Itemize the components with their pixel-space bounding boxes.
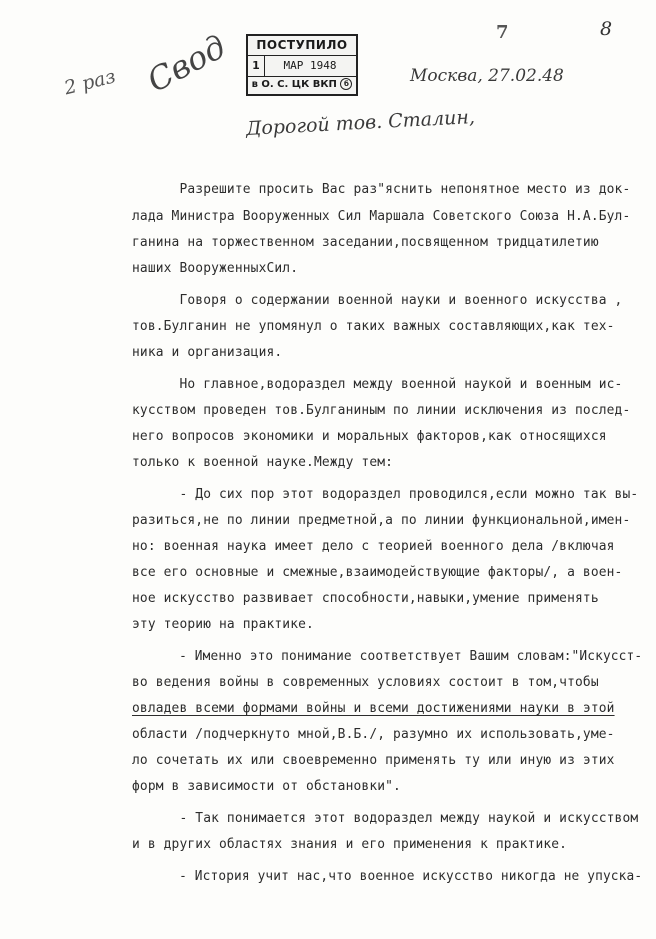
body-line: - Так понимается этот водораздел между наукой и искусством: [132, 811, 639, 826]
body-line: наших ВооруженныхСил.: [132, 261, 299, 276]
stamp-title: ПОСТУПИЛО: [248, 36, 356, 56]
page-number: 8: [600, 18, 613, 40]
margin-note-1: 2 раз: [62, 65, 118, 100]
body-line: и в других областях знания и его применения к практике.: [132, 837, 568, 852]
body-line: эту теорию на практике.: [132, 617, 314, 632]
body-line: ное искусство развивает способности,навыки,умение применять: [132, 591, 599, 606]
body-line: ника и организация.: [132, 345, 283, 360]
margin-note-2: Свод: [141, 27, 232, 100]
stamp-org-text: в О. С. ЦК ВКП: [251, 79, 337, 90]
body-line: во ведения войны в современных условиях состоит в том,чтобы: [132, 675, 599, 690]
body-line: все его основные и смежные,взаимодействующие факторы/, а воен-: [132, 565, 623, 580]
body-line: - Именно это понимание соответствует Вашим словам:"Искусст-: [132, 649, 643, 664]
stamp-day: 1: [248, 56, 265, 77]
body-line: - До сих пор этот водораздел проводился,если можно так вы-: [132, 487, 639, 502]
body-line: ганина на торжественном заседании,посвященном тридцатилетию: [132, 235, 599, 250]
body-line: кусством проведен тов.Булганиным по линии исключения из послед-: [132, 403, 631, 418]
received-stamp: [246, 34, 358, 96]
salutation: Дорогой тов. Сталин,: [245, 106, 476, 140]
body-line: разиться,не по линии предметной,а по линии функциональной,имен-: [132, 513, 631, 528]
place-date: Москва, 27.02.48: [410, 66, 564, 86]
body-line: Разрешите просить Вас раз"яснить непонятное место из док-: [132, 182, 631, 197]
stamp-date: МАР 1948: [283, 59, 337, 72]
stamp-org: [248, 77, 356, 94]
body-line: лада Министра Вооруженных Сил Маршала Советского Союза Н.А.Бул-: [132, 209, 631, 224]
body-line-underlined: овладев всеми формами войны и всеми достижениями науки в этой: [132, 701, 615, 716]
body-line: - История учит нас,что военное искусство никогда не упуска-: [132, 869, 643, 884]
stamp-org-ring: б: [340, 78, 352, 90]
body-line: форм в зависимости от обстановки".: [132, 779, 401, 794]
body-line: но: военная наука имеет дело с теорией военного дела /включая: [132, 539, 615, 554]
body-line: Но главное,водораздел между военной наукой и военным ис-: [132, 377, 623, 392]
stamp-date-row: [248, 56, 356, 77]
body-line: ло сочетать их или своевременно применять ту или иную из этих: [132, 753, 615, 768]
body-line: только к военной науке.Между тем:: [132, 455, 394, 470]
body-line: тов.Булганин не упомянул о таких важных составляющих,как тех-: [132, 319, 615, 334]
body-line: Говоря о содержании военной науки и военного искусства ,: [132, 293, 623, 308]
body-line: области /подчеркнуто мной,В.Б./, разумно их использовать,уме-: [132, 727, 615, 742]
body-line: него вопросов экономики и моральных факторов,как относящихся: [132, 429, 607, 444]
top-handwritten-mark: 7: [496, 22, 509, 43]
